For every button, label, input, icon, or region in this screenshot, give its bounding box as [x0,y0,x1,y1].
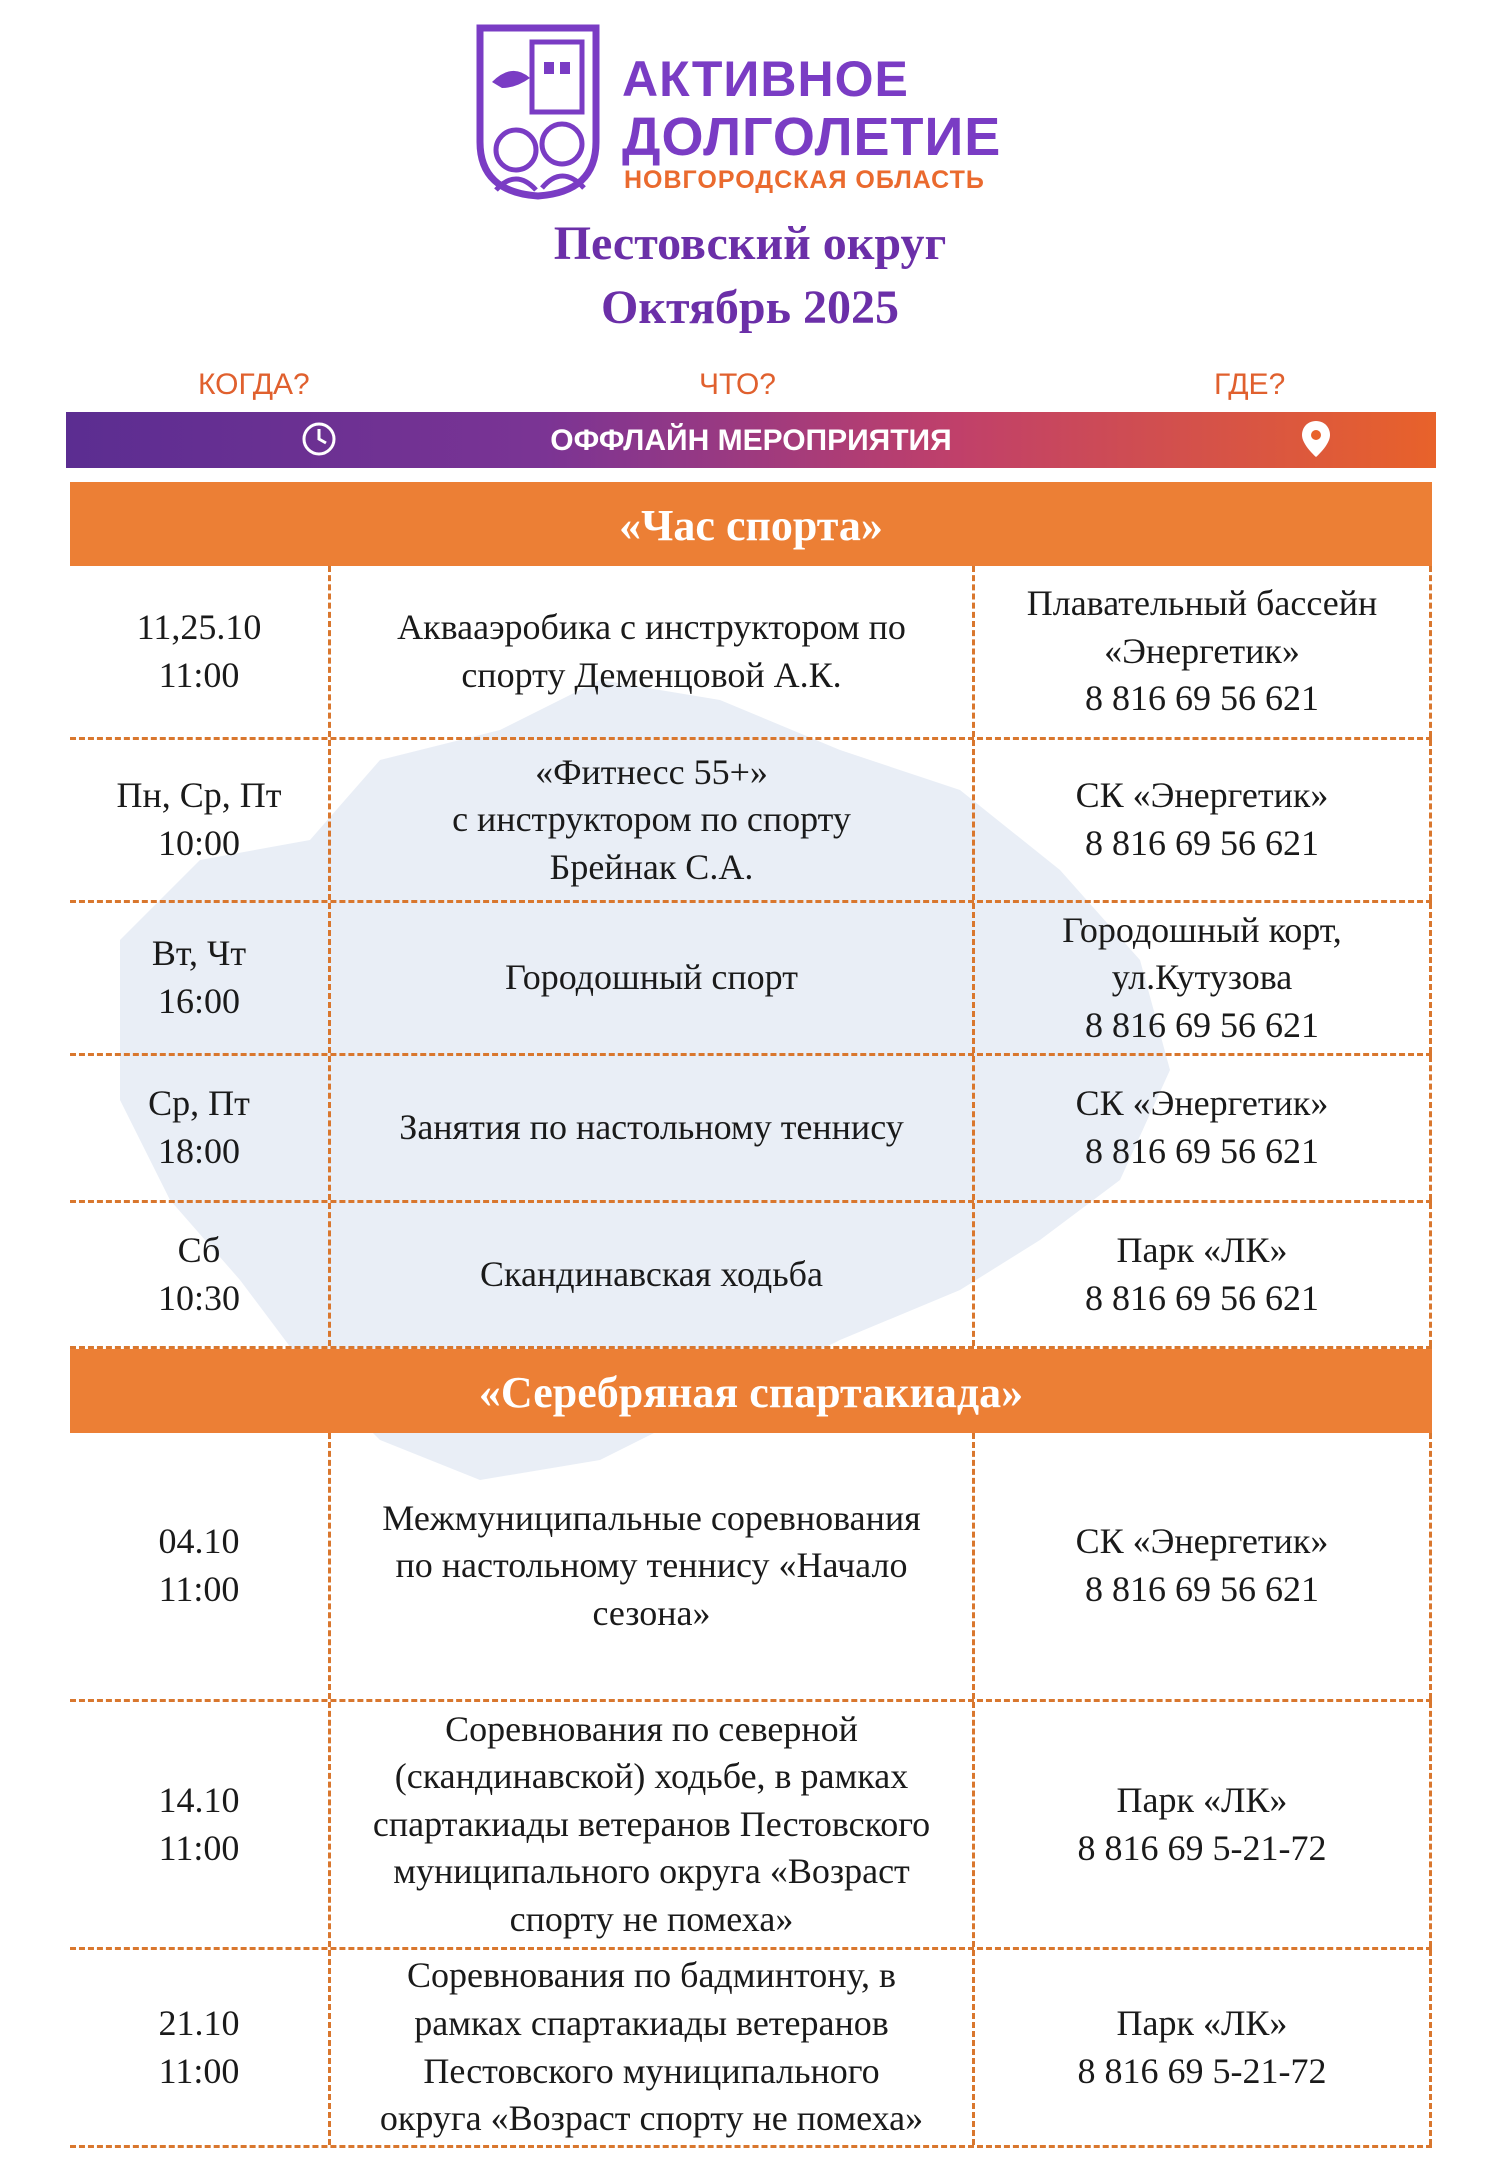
active-longevity-emblem-icon [472,22,604,200]
event-name-line: спартакиады ветеранов Пестовского [372,1803,931,1844]
event-time-line: Ср, Пт [148,1083,250,1124]
event-location-line: Парк «ЛК» [1116,1779,1288,1820]
event-location-cell [972,1433,1432,1699]
page-subtitle: Октябрь 2025 [601,281,899,334]
legend-what: ЧТО? [699,368,776,401]
event-time-line: Пн, Ср, Пт [116,775,282,816]
logo-title-line1: АКТИВНОЕ [622,51,909,107]
event-location-line: 8 816 69 5-21-72 [1077,1827,1327,1868]
event-location-line: «Энергетик» [1104,630,1300,671]
event-location-cell [972,740,1432,900]
event-time-line: 10:30 [157,1277,240,1318]
event-name-cell [328,903,972,1053]
event-name-cell [328,740,972,900]
event-time-line: 11:00 [158,2050,240,2091]
event-time-line: Вт, Чт [151,933,247,974]
event-time-line: 11,25.10 [136,606,262,647]
event-location-line: ул.Кутузова [1111,957,1293,998]
event-location-line: 8 816 69 56 621 [1085,1004,1319,1045]
event-name-line: по настольному теннису «Начало [395,1545,908,1586]
event-name-cell [328,1433,972,1699]
event-name-line: Брейнак С.А. [549,846,754,887]
event-time-line: 16:00 [157,981,240,1021]
event-location-cell [972,1203,1432,1346]
event-time-cell [70,1203,328,1346]
event-name-line: Аквааэробика с инструктором по [397,606,906,647]
event-location-line: 8 816 69 56 621 [1084,1569,1319,1609]
event-name-line: муниципального округа «Возраст [393,1851,910,1892]
event-time-line: 11:00 [158,1569,240,1609]
event-location-cell [972,1702,1432,1947]
event-time-line: Сб [177,1229,221,1270]
table-row [70,566,1432,740]
event-name-line: «Фитнесс 55+» [535,751,768,792]
location-pin-icon [1300,419,1332,459]
event-location-line: 8 816 69 56 621 [1085,1277,1319,1318]
table-row [70,903,1432,1056]
legend-where: ГДЕ? [1214,368,1286,401]
event-name-line: Межмуниципальные соревнования [382,1497,921,1538]
event-location-cell [972,566,1432,737]
event-location-line: Городошный корт, [1062,909,1342,950]
table-row [70,740,1432,903]
table-row [70,1056,1432,1203]
event-time-line: 10:00 [157,823,240,863]
offline-events-label: ОФФЛАЙН МЕРОПРИЯТИЯ [550,424,952,457]
event-time-cell [70,1702,328,1947]
event-location-line: Парк «ЛК» [1116,2002,1288,2043]
event-location-line: 8 816 69 56 621 [1084,823,1319,863]
event-location-line: 8 816 69 5-21-72 [1077,2050,1327,2091]
event-time-cell [70,740,328,900]
event-name-cell [328,1056,972,1200]
event-location-line: Плавательный бассейн [1026,583,1378,624]
table-row [70,1433,1432,1702]
table-row [70,1203,1432,1349]
page-title: Пестовский округ [553,217,947,270]
event-time-line: 18:00 [157,1131,240,1171]
event-name-cell [328,1702,972,1947]
event-time-line: 11:00 [158,1827,240,1868]
section-header: «Серебряная спартакиада» [70,1349,1432,1433]
event-location-line: 8 816 69 56 621 [1085,678,1319,719]
event-location-cell [972,1950,1432,2145]
event-name-line: Скандинавская ходьба [480,1253,823,1294]
event-name-line: округа «Возраст спорту не помеха» [379,2098,924,2139]
event-name-line: Соревнования по северной [445,1708,858,1749]
event-location-cell [972,903,1432,1053]
logo-title-line2: ДОЛГОЛЕТИЕ [622,107,1002,167]
table-row [70,1702,1432,1950]
event-location-line: СК «Энергетик» [1075,1521,1329,1562]
event-time-line: 14.10 [158,1779,240,1820]
legend-when: КОГДА? [198,368,310,401]
event-time-cell [70,566,328,737]
event-name-line: рамках спартакиады ветеранов [414,2002,889,2043]
event-time-line: 04.10 [158,1521,240,1562]
event-name-cell [328,1950,972,2145]
event-time-line: 21.10 [158,2002,240,2043]
logo [472,22,1032,200]
event-time-cell [70,1056,328,1200]
event-time-cell [70,1433,328,1699]
event-name-line: с инструктором по спорту [452,799,851,840]
event-location-cell [972,1056,1432,1200]
event-name-line: спорту не помеха» [509,1898,794,1939]
event-time-cell [70,903,328,1053]
event-name-line: Пестовского муниципального [423,2050,880,2091]
offline-events-bar [66,412,1436,468]
table-row [70,1950,1432,2148]
logo-region: НОВГОРОДСКАЯ ОБЛАСТЬ [624,166,985,194]
event-location-line: СК «Энергетик» [1075,1083,1329,1124]
event-name-line: Занятия по настольному теннису [399,1107,904,1148]
event-location-line: 8 816 69 56 621 [1084,1131,1319,1171]
event-name-line: сезона» [592,1592,711,1633]
event-name-line: Соревнования по бадминтону, в [407,1955,896,1996]
event-location-line: СК «Энергетик» [1075,775,1329,816]
event-name-line: (скандинавской) ходьбе, в рамках [394,1756,909,1797]
event-name-cell [328,1203,972,1346]
event-name-line: спорту Деменцовой А.К. [461,654,842,695]
event-location-line: Парк «ЛК» [1116,1229,1288,1270]
event-name-line: Городошный спорт [505,957,798,998]
section-header: «Час спорта» [70,482,1432,566]
event-time-line: 11:00 [158,654,240,695]
event-name-cell [328,566,972,737]
event-time-cell [70,1950,328,2145]
